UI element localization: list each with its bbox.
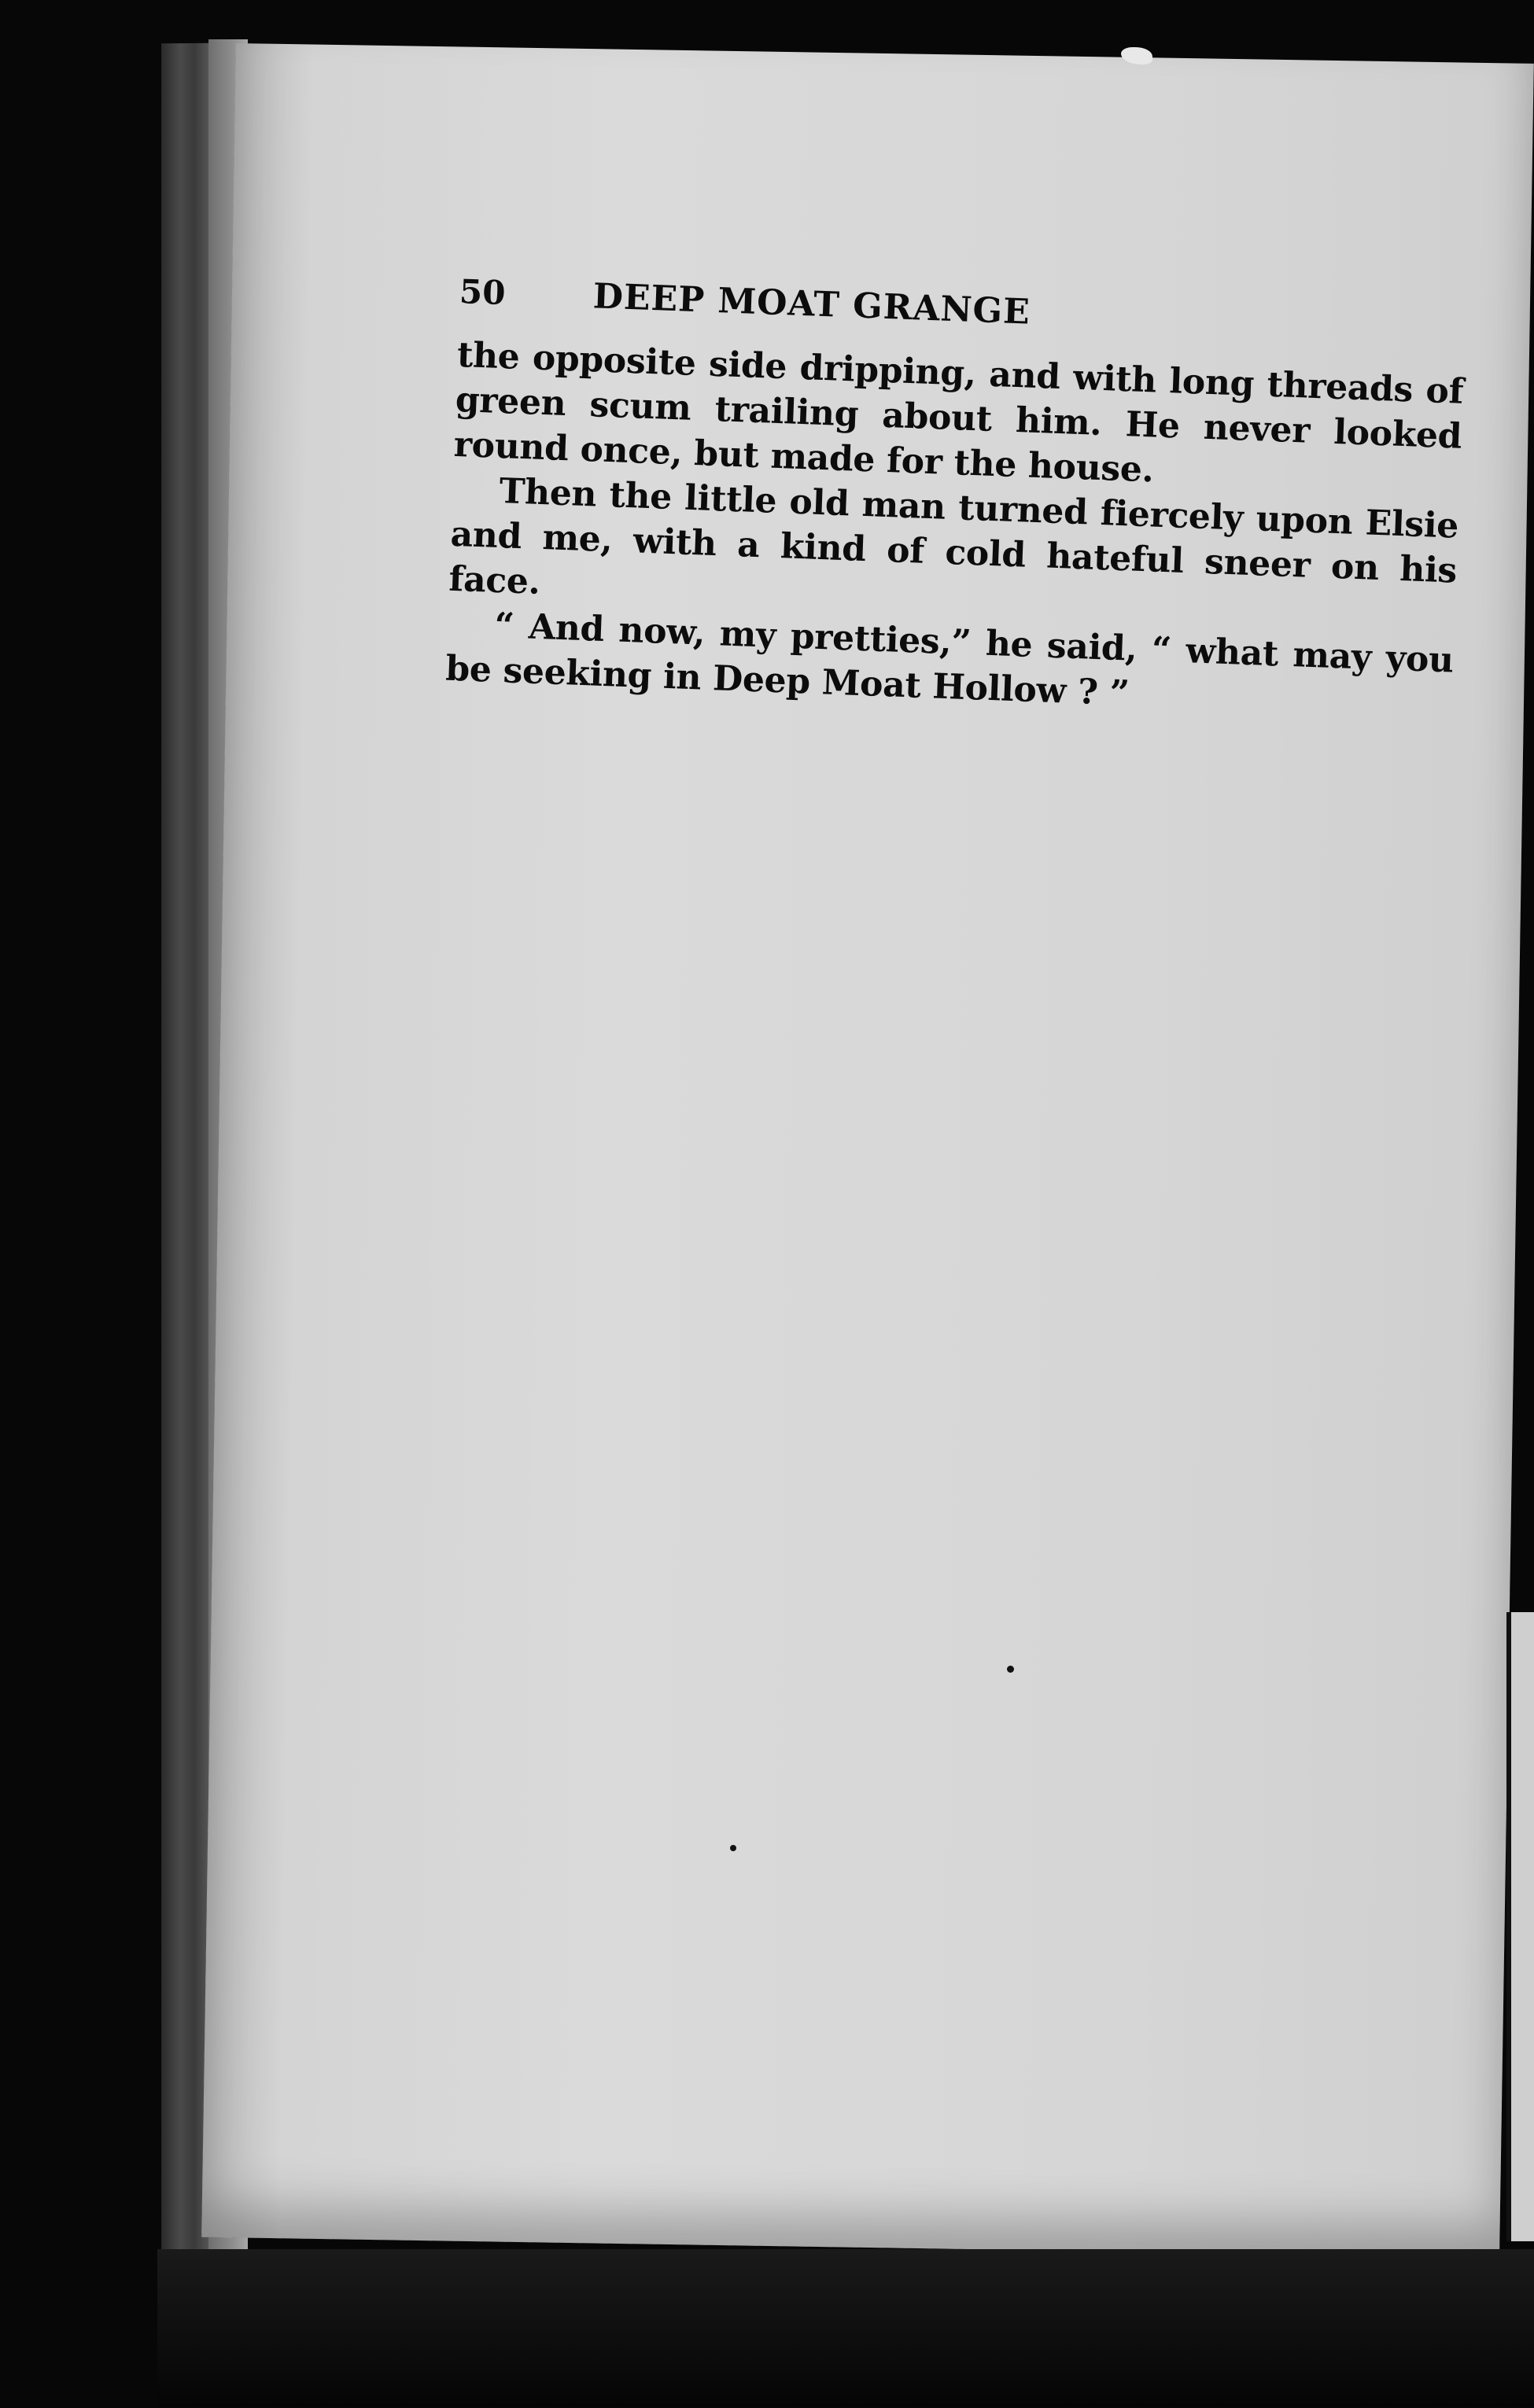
page-bottom-shadow [157,2249,1534,2406]
running-title: DEEP MOAT GRANGE [592,276,1031,333]
book-spine [161,43,208,2285]
paragraph-continued: the opposite side dripping, and with long threads of green scum trailing about him. He never looked round once, but made for the house. [452,334,1465,491]
paragraph: Then the little old man turned fiercely upon Elsie and me, with a kind of cold hateful sneer on his face. [448,471,1459,602]
facing-page-edge [1506,1612,1534,2241]
page-number: 50 [459,271,507,313]
page-text [444,271,1466,728]
paragraph: “ And now, my pretties,” he said, “ what may you be seeking in Deep Moat Hollow ? ” [444,605,1455,714]
dust-speck [1007,1666,1014,1673]
dust-speck [730,1845,736,1851]
